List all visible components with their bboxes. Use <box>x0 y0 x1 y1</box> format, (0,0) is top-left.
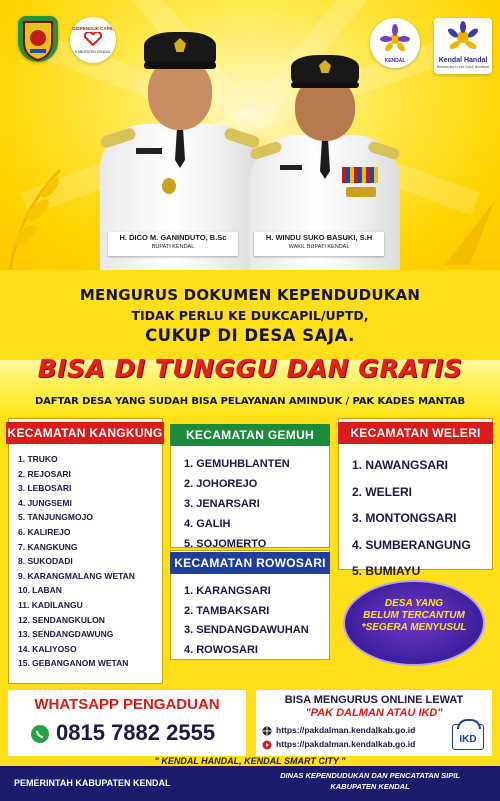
village-item: 7. KANGKUNG <box>18 541 78 552</box>
village-item: 3. JENARSARI <box>184 498 260 510</box>
dukcapil-logo-text: DISPENDUK CAPIL <box>72 26 114 31</box>
village-item: 4. ROWOSARI <box>184 643 258 656</box>
village-item: 2. JOHOREJO <box>184 478 258 490</box>
kendal-crest-logo <box>18 16 58 62</box>
whatsapp-icon <box>30 724 50 744</box>
village-item: 15. GEBANGANOM WETAN <box>18 658 129 669</box>
weleri-village-list <box>352 452 471 585</box>
village-item: 2. WELERI <box>352 484 413 499</box>
footer-department: DINAS KEPENDUDUKAN DAN PENCATATAN SIPIL <box>280 771 460 780</box>
online-subtitle: "PAK DALMAN ATAU IKD" <box>305 707 443 719</box>
kangkung-header: KECAMATAN KANGKUNG <box>6 422 164 444</box>
village-item: 5. BUMIAYU <box>352 564 421 578</box>
tagline: " KENDAL HANDAL, KENDAL SMART CITY " <box>154 756 346 766</box>
village-item: 3. MONTONGSARI <box>352 511 457 525</box>
village-item: 5. SOJOMERTO <box>184 538 267 550</box>
village-item: 1. GEMUHBLANTEN <box>184 458 290 470</box>
kendal-handal-emblem-icon <box>443 21 483 51</box>
wakil-bupati-name: H. WINDU SUKO BASUKI, S.H <box>265 233 373 242</box>
village-item: 11. KADILANGU <box>18 599 83 610</box>
footer <box>0 766 500 801</box>
village-item: 2. REJOSARI <box>18 468 71 479</box>
dukcapil-logo-subtext: KABUPATEN KENDAL <box>75 50 111 54</box>
kendal-handal-title: Kendal Handal <box>438 57 488 64</box>
village-item: 10. LABAN <box>18 585 62 596</box>
kangkung-village-list <box>18 452 135 671</box>
note-line-3: *SEGERA MENYUSUL <box>361 622 467 633</box>
pakdalman-link-2[interactable]: https://pakdalman.kendalkab.go.id <box>276 739 416 749</box>
village-item: 4. GALIH <box>184 518 231 530</box>
village-item: 14. KALIYOSO <box>18 643 77 654</box>
whatsapp-number-link[interactable]: 0815 7882 2555 <box>56 720 216 745</box>
rowosari-village-list <box>184 582 309 660</box>
village-item: 1. TRUKO <box>18 454 58 464</box>
village-item: 3. SENDANGDAWUHAN <box>184 624 309 636</box>
bupati-name-card <box>108 232 238 256</box>
headline-line-2: TIDAK PERLU KE DUKCAPIL/UPTD, <box>131 308 369 323</box>
village-item: 4. JUNGSEMI <box>18 497 72 508</box>
kendal-handal-logo <box>434 18 492 74</box>
kendal-handal-tagline: Berdaulat Lurut Dadi Bedikari <box>436 64 490 69</box>
village-list-subtitle: DAFTAR DESA YANG SUDAH BISA PELAYANAN AMINDUK / PAK KADES MANTAB <box>34 396 466 407</box>
gemuh-village-list <box>184 454 290 554</box>
village-item: 6. KALIREJO <box>18 526 71 537</box>
flower-icon <box>378 24 412 54</box>
whatsapp-title: WHATSAPP PENGADUAN <box>34 696 220 713</box>
village-item: 2. TAMBAKSARI <box>184 604 270 617</box>
village-item: 8. SUKODADI <box>18 556 73 567</box>
note-line-1: DESA YANG <box>384 598 444 609</box>
leaf-decoration <box>0 150 70 270</box>
web-globe-icon <box>262 726 272 736</box>
youtube-icon <box>262 740 272 750</box>
village-item: 1. KARANGSARI <box>184 585 271 597</box>
whatsapp-box <box>8 690 246 756</box>
note-line-2: BELUM TERCANTUM <box>363 610 465 621</box>
wakil-bupati-role: WAKIL BUPATI KENDAL <box>288 244 350 250</box>
online-title: BISA MENGURUS ONLINE LEWAT <box>284 694 464 706</box>
free-service-banner-text: BISA DI TUNGGU DAN GRATIS <box>37 354 463 383</box>
village-item: 3. LEBOSARI <box>18 483 72 494</box>
village-item: 5. TANJUNGMOJO <box>18 512 93 523</box>
village-item: 4. SUMBERANGUNG <box>352 537 471 552</box>
rowosari-header: KECAMATAN ROWOSARI <box>170 552 330 574</box>
footer-government: PEMERINTAH KABUPATEN KENDAL <box>14 778 171 788</box>
village-item: 13. SENDANGDAWUNG <box>18 629 114 640</box>
weleri-header: KECAMATAN WELERI <box>338 422 493 444</box>
village-item: 9. KARANGMALANG WETAN <box>18 570 135 581</box>
bupati-name: H. DICO M. GANINDUTO, B.Sc <box>119 233 227 242</box>
pending-villages-note <box>343 580 485 666</box>
bupati-role: BUPATI KENDAL <box>151 244 195 250</box>
ikd-logo-text: IKD <box>459 734 477 745</box>
crest-icon <box>18 16 58 62</box>
gemuh-header: KECAMATAN GEMUH <box>170 424 330 446</box>
wakil-bupati-name-card <box>254 232 384 256</box>
ikd-logo <box>452 724 484 750</box>
pakdalman-link-1[interactable]: https://pakdalman.kendalkab.go.id <box>276 725 416 735</box>
header-photo-area <box>0 0 500 270</box>
footer-department-region: KABUPATEN KENDAL <box>330 782 410 791</box>
online-service-box <box>256 690 492 756</box>
village-item: 12. SENDANGKULON <box>18 614 105 625</box>
kendal-round-logo-text: KENDAL <box>384 58 406 64</box>
village-item: 1. NAWANGSARI <box>352 458 449 472</box>
headline-line-3: CUKUP DI DESA SAJA. <box>145 326 355 345</box>
headline-line-1: MENGURUS DOKUMEN KEPENDUDUKAN <box>79 286 421 304</box>
arrow-decoration <box>440 190 500 270</box>
